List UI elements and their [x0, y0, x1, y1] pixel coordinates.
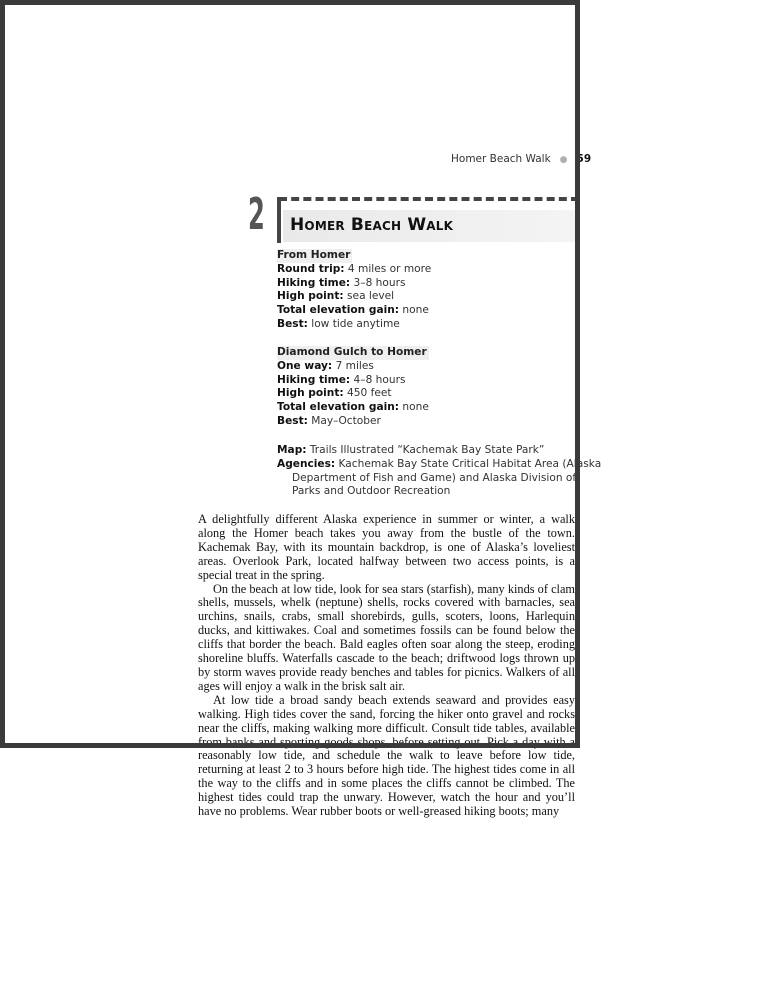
stats-diamond-gulch: [277, 346, 597, 429]
stat-row: Round trip: 4 miles or more: [277, 262, 432, 275]
stats-heading: Diamond Gulch to Homer: [277, 346, 427, 358]
stat-row: Best: May–October: [277, 414, 381, 427]
bullet-icon: ●: [559, 155, 568, 165]
stat-row: High point: 450 feet: [277, 387, 392, 400]
hike-title: Homer Beach Walk: [290, 215, 454, 235]
paragraph: On the beach at low tide, look for sea stars (starfish), many kinds of clam shells, mussels, whelk (neptune) shells, rocks covered with barnacles, sea urchins, snails, crabs, small shorebirds, gulls, scoters, loons, Harlequin ducks, and kittiwakes. Coal and sometimes fossils can be found below the cliffs that border the beach. Bald eagles often soar along the steep, eroding shoreline bluffs. Waterfalls cascade to the beach; driftwood logs thrown up by storm waves provide ready benches and tables for picnics. Walkers of all ages will enjoy a walk in the brisk salt air.: [198, 581, 575, 693]
stats-heading: From Homer: [277, 249, 351, 261]
stat-row: Total elevation gain: none: [277, 401, 429, 414]
paragraph: At low tide a broad sandy beach extends seaward and provides easy walking. High tides cover the sand, forcing the hiker onto gravel and rocks near the cliffs, making walking more difficult. Consult tide tables, available from banks and sporting goods shops, before setting out. Pick a day with a reasonably low tide, and schedule the walk to leave before low tide, returning at least 2 to 3 hours before high tide. The highest tides come in all the way to the cliffs and in some places the cliffs cannot be climbed. The highest tides could trap the unwary. However, watch the hour and you’ll have no problems. Wear rubber boots or well-greased hiking boots; many: [198, 692, 575, 819]
title-dashed-rule: [279, 197, 579, 201]
stat-row: Total elevation gain: none: [277, 304, 429, 317]
map-and-agencies: [277, 444, 602, 499]
body-text: [198, 513, 575, 819]
title-side-rule: [277, 197, 281, 243]
stat-row: One way: 7 miles: [277, 359, 374, 372]
agencies-row: Agencies: Kachemak Bay State Critical Habitat Area (Alaska: [277, 457, 602, 470]
hike-number: 2: [248, 189, 265, 240]
page-number: 59: [576, 153, 592, 165]
agencies-continuation: Parks and Outdoor Recreation: [292, 485, 451, 498]
stat-row: High point: sea level: [277, 290, 395, 303]
stat-row: Hiking time: 3–8 hours: [277, 276, 406, 289]
running-header: [451, 153, 591, 165]
stats-from-homer: [277, 249, 597, 332]
map-row: Map: Trails Illustrated “Kachemak Bay State Park”: [277, 444, 545, 456]
running-title: Homer Beach Walk: [451, 153, 551, 165]
stat-row: Best: low tide anytime: [277, 317, 400, 330]
stat-row: Hiking time: 4–8 hours: [277, 373, 406, 386]
agencies-continuation: Department of Fish and Game) and Alaska Division of: [292, 471, 577, 484]
paragraph: A delightfully different Alaska experience in summer or winter, a walk along the Homer beach takes you away from the bustle of the town. Kachemak Bay, with its mountain backdrop, is one of Alaska’s loveliest areas. Overlook Park, located halfway between two access points, is a special treat in the spring.: [198, 512, 575, 582]
